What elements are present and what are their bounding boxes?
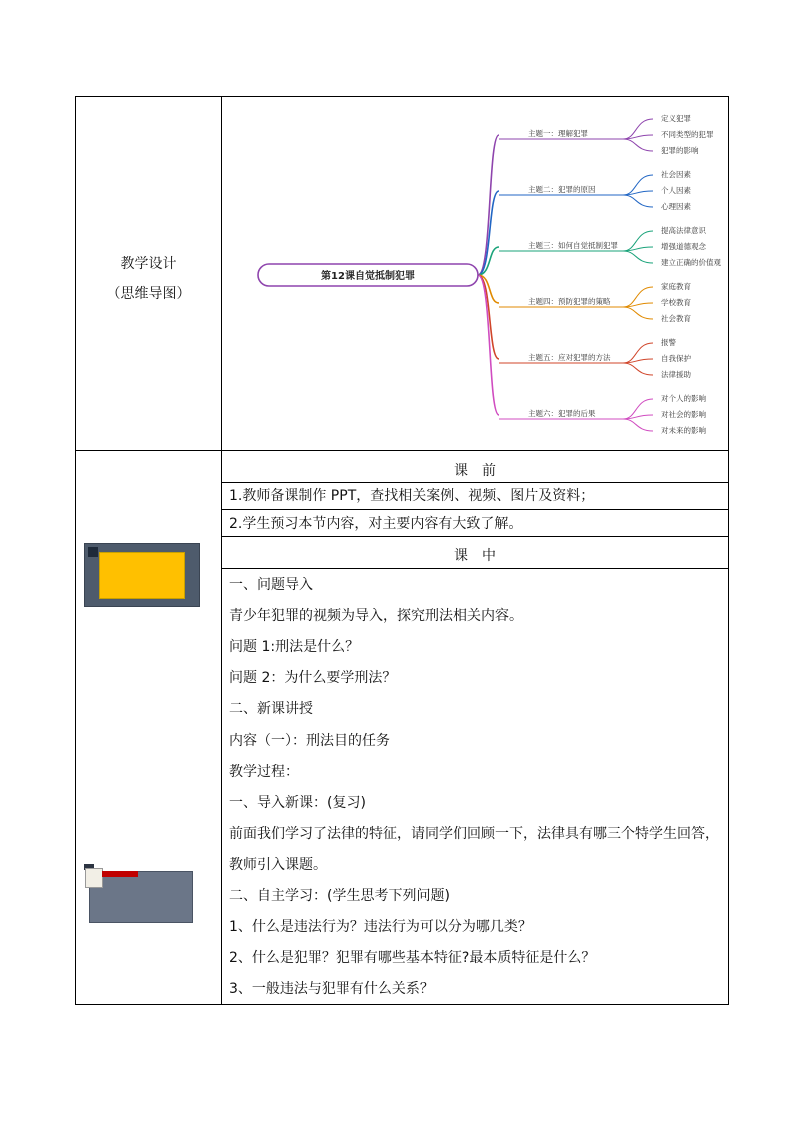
thumbnail-corner-mark: [88, 547, 98, 557]
mindmap-leaf-line: [623, 287, 653, 307]
mindmap-leaf-label: 对社会的影响: [661, 410, 706, 419]
before-class-item: 2.学生预习本节内容，对主要内容有大致了解。: [229, 516, 523, 532]
in-class-line: 2、什么是犯罪？犯罪有哪些基本特征?最本质特征是什么？: [229, 950, 596, 966]
mindmap-branch-label: 主题一：理解犯罪: [528, 129, 588, 138]
lesson-plan-table: [75, 96, 729, 1005]
in-class-line: 教师引入课题。: [229, 857, 327, 873]
mindmap-leaf-line: [623, 303, 653, 307]
mindmap-leaf-label: 社会教育: [661, 314, 691, 323]
mindmap-leaf-label: 对个人的影响: [661, 394, 706, 403]
row-divider: [221, 568, 728, 569]
mindmap-leaf-label: 定义犯罪: [661, 114, 691, 123]
mindmap-leaf-label: 增强道德观念: [661, 242, 706, 251]
design-label-title: 教学设计: [120, 256, 177, 272]
row-divider: [221, 509, 728, 510]
mindmap-branch-label: 主题五：应对犯罪的方法: [528, 353, 611, 362]
before-class-header: 课 前: [454, 463, 496, 479]
mindmap-leaf-line: [623, 119, 653, 139]
mindmap-leaf-label: 不同类型的犯罪: [661, 130, 714, 139]
design-label: [76, 249, 221, 309]
mindmap-leaf-line: [623, 307, 653, 319]
mindmap-branch-label: 主题二：犯罪的原因: [528, 185, 596, 194]
mindmap-leaf-label: 建立正确的价值观: [661, 258, 721, 267]
mindmap-leaf-line: [623, 175, 653, 195]
mindmap-branch-line: [478, 275, 499, 415]
mindmap-leaf-label: 对未来的影响: [661, 426, 706, 435]
mindmap-leaf-line: [623, 359, 653, 363]
mindmap-leaf-label: 法律援助: [661, 370, 691, 379]
mindmap-leaf-line: [623, 231, 653, 251]
design-label-subtitle: （思维导图）: [106, 286, 191, 302]
mindmap-leaf-line: [623, 195, 653, 207]
thumbnail-document-image: [85, 868, 103, 888]
in-class-line: 二、新课讲授: [229, 701, 313, 717]
in-class-line: 二、自主学习：(学生思考下列问题): [229, 888, 450, 904]
row-divider: [221, 536, 728, 537]
in-class-line: 3、一般违法与犯罪有什么关系？: [229, 981, 434, 997]
in-class-line: 前面我们学习了法律的特征，请同学们回顾一下，法律具有哪三个特学生回答，: [229, 826, 719, 842]
mindmap-center-label: 第12课自觉抵制犯罪: [321, 271, 415, 282]
mindmap-branch-label: 主题六：犯罪的后果: [528, 409, 596, 418]
in-class-header: 课 中: [454, 548, 496, 564]
mindmap-leaf-line: [623, 191, 653, 195]
mindmap-leaf-line: [623, 251, 653, 263]
in-class-line: 教学过程：: [229, 764, 299, 780]
mindmap-leaf-label: 社会因素: [661, 170, 691, 179]
before-class-item: 1.教师备课制作 PPT，查找相关案例、视频、图片及资料；: [229, 488, 595, 504]
mindmap-branch-label: 主题四：预防犯罪的策略: [528, 297, 611, 306]
mindmap-leaf-label: 报警: [661, 338, 676, 347]
in-class-line: 问题 1:刑法是什么？: [229, 639, 360, 655]
mindmap-leaf-label: 家庭教育: [661, 282, 691, 291]
ppt-slide-thumbnail: [84, 543, 200, 607]
mindmap-leaf-label: 犯罪的影响: [661, 146, 699, 155]
mind-map: [222, 97, 730, 449]
mindmap-leaf-label: 提高法律意识: [661, 226, 706, 235]
mindmap-leaf-line: [623, 139, 653, 151]
in-class-line: 一、导入新课：(复习): [229, 795, 366, 811]
ppt-slide-thumbnail: [84, 864, 194, 924]
mindmap-leaf-line: [623, 343, 653, 363]
in-class-line: 问题 2：为什么要学刑法？: [229, 670, 397, 686]
thumbnail-yellow-panel: [99, 552, 185, 599]
mindmap-branch-label: 主题三：如何自觉抵制犯罪: [528, 241, 618, 250]
in-class-line: 一、问题导入: [229, 577, 313, 593]
mindmap-leaf-label: 个人因素: [661, 186, 691, 195]
in-class-line: 内容（一）：刑法目的任务: [229, 733, 390, 749]
thumbnail-red-banner: [102, 871, 138, 877]
mindmap-branch-line: [478, 135, 499, 275]
mindmap-leaf-label: 自我保护: [661, 354, 691, 363]
mindmap-leaf-line: [623, 399, 653, 419]
mindmap-leaf-line: [623, 419, 653, 431]
mindmap-leaf-label: 心理因素: [661, 202, 691, 211]
mindmap-leaf-line: [623, 247, 653, 251]
row-divider: [76, 450, 728, 451]
mindmap-leaf-line: [623, 415, 653, 419]
mindmap-leaf-label: 学校教育: [661, 298, 691, 307]
thumbnail-slide-body: [89, 871, 193, 923]
mindmap-leaf-line: [623, 363, 653, 375]
in-class-line: 1、什么是违法行为？违法行为可以分为哪几类？: [229, 919, 532, 935]
in-class-line: 青少年犯罪的视频为导入，探究刑法相关内容。: [229, 608, 523, 624]
row-divider: [221, 482, 728, 483]
mindmap-leaf-line: [623, 135, 653, 139]
